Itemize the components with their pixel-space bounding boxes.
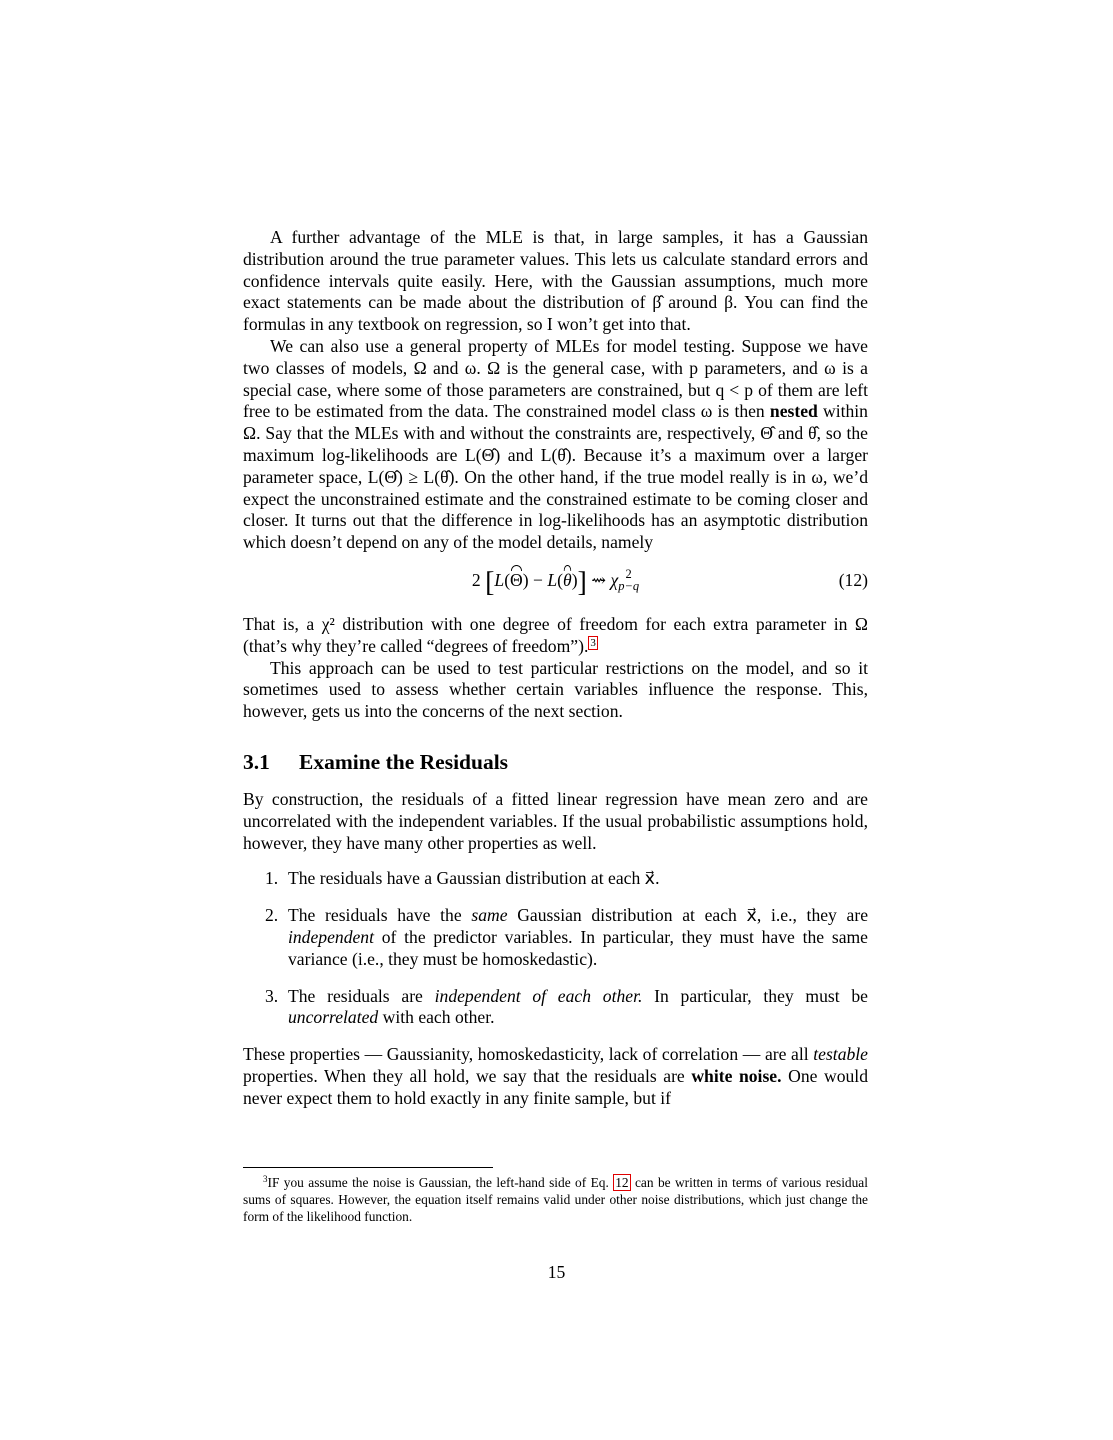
eq-L: L	[494, 569, 505, 590]
footnote-mark: 3	[263, 1174, 268, 1184]
footnote-ref-link[interactable]: 3	[590, 636, 596, 649]
text-span: can be written in terms of various residual sums of squares. However, the equation itself remains valid under other noise distributions, which just change the form of the likelihood function.	[243, 1175, 868, 1224]
section-number: 3.1	[243, 749, 270, 774]
list-item	[243, 905, 868, 970]
eq-Theta-hat: Θ	[510, 569, 523, 590]
text-span: We can also use a general property of MLEs for model testing. Suppose we have two classes of models, Ω and ω. Ω is the general case, with p parameters, and ω is a special case, where some of those parameters are constrained, but q < p of them are left free to be estimated from the data. The constrained model class ω is then	[243, 335, 868, 422]
footnote-text	[243, 1171, 868, 1225]
eq-arrow: ⇝	[591, 569, 607, 590]
list-item	[243, 868, 868, 890]
list-item-text: The residuals are	[288, 985, 423, 1006]
bold-term-nested: nested	[769, 401, 818, 422]
list-item-number: 2.	[265, 905, 279, 926]
text-span: That is, a χ² distribution with one degree of freedom for each extra parameter in Ω (that’s why they’re called “degrees of freedom”).	[243, 613, 868, 656]
section-title: Examine the Residuals	[299, 749, 509, 774]
equation-body: 2 [L(Θ) − L(θ)] ⇝ χ 2 p−q	[471, 566, 640, 598]
equation-ref-link[interactable]: 12	[615, 1175, 629, 1190]
eq-chi-sup: 2	[625, 566, 632, 581]
italic-term: independent	[288, 926, 374, 947]
list-item-text: In particular, they must be	[654, 985, 868, 1006]
left-bracket: [	[485, 566, 495, 598]
text-span: One would never expect them to hold exactly in any finite sample, but if	[243, 1065, 868, 1108]
section-heading	[243, 749, 868, 775]
paragraph-white-noise	[243, 1044, 868, 1109]
eq-L: L	[547, 569, 558, 590]
paragraph-residuals-intro: By construction, the residuals of a fitted linear regression have mean zero and are uncorrelated with the independent variables. If the usual probabilistic assumptions hold, however, they have many other properties as well.	[243, 788, 868, 853]
bold-term-white-noise: white noise.	[691, 1065, 782, 1086]
text-span: IF you assume the noise is Gaussian, the left-hand side of Eq.	[267, 1175, 609, 1190]
list-item-text: The residuals have a Gaussian distribution at each x⃗.	[288, 868, 660, 889]
list-item-text: The residuals have the	[288, 905, 462, 926]
list-item-text: Gaussian distribution at each x⃗, i.e., they are	[517, 905, 868, 926]
paragraph-model-testing	[243, 336, 868, 554]
paragraph-mle-advantage: A further advantage of the MLE is that, in large samples, it has a Gaussian distribution around the true parameter values. This lets us calculate standard errors and confidence intervals quite easily. Here, with the Gaussian assumptions, much more exact statements can be made about the distribution of β̂ around β. You can find the formulas in any textbook on regression, so I won’t get into that.	[243, 227, 868, 335]
eq-chi-sub: p−q	[618, 578, 640, 593]
list-item-number: 1.	[265, 868, 279, 889]
footnote-divider	[243, 1167, 493, 1168]
list-item-text: with each other.	[382, 1007, 495, 1028]
equation-number: (12)	[838, 569, 868, 590]
eq-coefficient: 2	[471, 569, 481, 590]
italic-term: independent of each other.	[434, 985, 643, 1006]
eq-minus: −	[533, 569, 543, 590]
paragraph-restrictions: This approach can be used to test particular restrictions on the model, and so it sometimes used to assess whether certain variables influence the response. This, however, gets us into the concerns of the next section.	[243, 657, 868, 722]
list-item-text: of the predictor variables. In particular, they must have the same variance (i.e., they must be homoskedastic).	[288, 926, 868, 969]
page-body	[243, 227, 868, 1110]
list-item-number: 3.	[265, 985, 279, 1006]
list-item	[243, 986, 868, 1030]
text-span: within Ω. Say that the MLEs with and without the constraints are, respectively, Θ̂ and θ̂, so the maximum log-likelihoods are L(Θ̂) and L(θ̂). Because it’s a maximum over a larger parameter space, L(Θ̂) ≥ L(θ̂). On the other hand, if the true model really is in ω, we’d expect the unconstrained estimate and the constrained estimate to be coming closer and closer. It turns out that the difference in log-likelihoods has an asymptotic distribution which doesn’t depend on any of the model details, namely	[243, 401, 868, 553]
eq-theta-hat: θ	[563, 569, 572, 590]
paragraph-chi-squared	[243, 614, 868, 658]
text-span: properties. When they all hold, we say that the residuals are	[243, 1065, 685, 1086]
equation-12	[243, 562, 868, 602]
text-span: These properties — Gaussianity, homoskedasticity, lack of correlation — are all	[243, 1044, 809, 1065]
italic-term: uncorrelated	[288, 1007, 379, 1028]
right-bracket: ]	[577, 566, 587, 598]
residual-properties-list	[243, 868, 868, 1029]
page-number: 15	[547, 1262, 566, 1282]
italic-term: same	[471, 905, 508, 926]
eq-chi: χ	[610, 569, 619, 590]
italic-term-testable: testable	[813, 1044, 868, 1065]
footnote	[243, 1171, 868, 1225]
